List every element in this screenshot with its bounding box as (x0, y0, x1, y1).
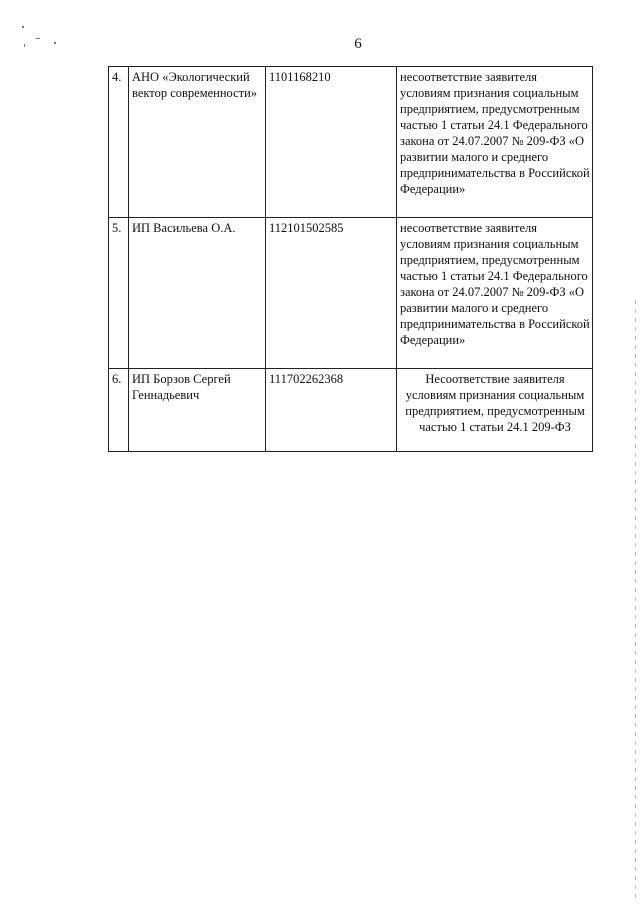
rejection-reason: несоответствие заявителя условиям признания социальным предприятием, предусмотренным частью 1 статьи 24.1 Федерального закона от 24.07.2007 № 209-ФЗ «О развитии малого и среднего предпринимательства в Российской Федерации» (397, 218, 593, 369)
scan-edge-line (635, 300, 636, 900)
table-row (109, 369, 593, 452)
scan-speck (22, 26, 24, 28)
applicant-inn: 111702262368 (266, 369, 397, 452)
applicants-table (108, 66, 593, 452)
applicant-inn: 112101502585 (266, 218, 397, 369)
row-number: 5. (109, 218, 129, 369)
applicant-name: ИП Борзов Сергей Геннадьевич (129, 369, 266, 452)
table-row (109, 67, 593, 218)
rejection-reason: Несоответствие заявителя условиям признания социальным предприятием, предусмотренным частью 1 статьи 24.1 209-ФЗ (397, 369, 593, 452)
applicant-name: ИП Васильева О.А. (129, 218, 266, 369)
page-number: 6 (354, 36, 362, 52)
scan-speck (24, 44, 25, 47)
row-number: 6. (109, 369, 129, 452)
row-number: 4. (109, 67, 129, 218)
table-row (109, 218, 593, 369)
applicant-inn: 1101168210 (266, 67, 397, 218)
rejection-reason: несоответствие заявителя условиям признания социальным предприятием, предусмотренным частью 1 статьи 24.1 Федерального закона от 24.07.2007 № 209-ФЗ «О развитии малого и среднего предпринимательства в Российской Федерации» (397, 67, 593, 218)
scan-speck (36, 38, 40, 39)
applicant-name: АНО «Экологический вектор современности» (129, 67, 266, 218)
scan-speck (54, 42, 56, 44)
